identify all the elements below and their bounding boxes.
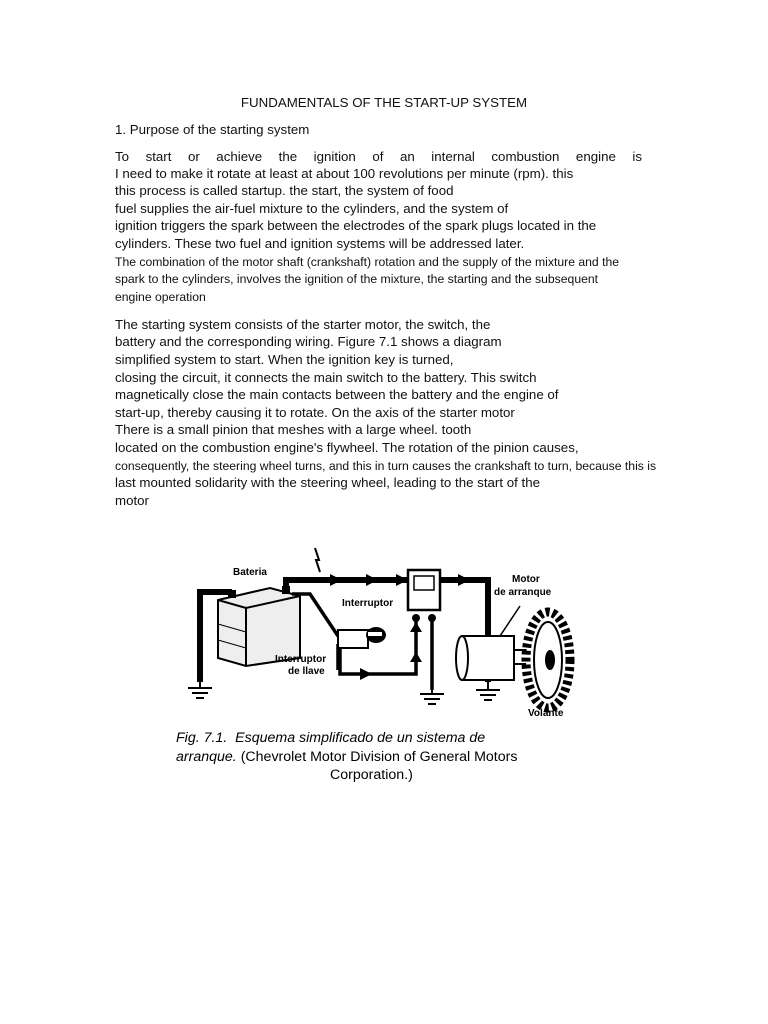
key-switch-icon xyxy=(338,627,386,648)
text-line: spark to the cylinders, involves the ignition of the mixture, the starting and the subsequent xyxy=(115,272,599,286)
text-line: To start or achieve the ignition of an internal combustion engine is xyxy=(115,149,642,164)
caption-line-2-rest: (Chevrolet Motor Division of General Motors xyxy=(240,749,518,765)
text-line: battery and the corresponding wiring. Figure 7.1 shows a diagram xyxy=(115,334,502,349)
caption-line-2-italic: arranque. xyxy=(176,749,237,765)
text-line: engine operation xyxy=(115,290,206,304)
ground-icon xyxy=(420,690,444,704)
caption-line-3: Corporation.) xyxy=(330,767,413,783)
starting-system-diagram xyxy=(170,540,590,725)
caption-line-1-text: Esquema simplificado de un sistema de xyxy=(235,730,486,746)
text-line: this process is called startup. the start, the system of food xyxy=(115,183,454,198)
flywheel-icon xyxy=(526,612,570,708)
text-line: closing the circuit, it connects the main switch to the battery. This switch xyxy=(115,370,537,385)
text-line: located on the combustion engine's flywheel. The rotation of the pinion causes, xyxy=(115,440,579,455)
ground-icon xyxy=(188,682,212,698)
section-heading: 1. Purpose of the starting system xyxy=(115,122,310,137)
page-title: FUNDAMENTALS OF THE START-UP SYSTEM xyxy=(240,95,528,110)
label-motor: Motor xyxy=(512,574,540,585)
arrow-mark-icon xyxy=(315,548,320,572)
text-line: start-up, thereby causing it to rotate. On the axis of the starter motor xyxy=(115,405,515,420)
text-line: The combination of the motor shaft (crankshaft) rotation and the supply of the mixture and the xyxy=(115,255,620,269)
text-line: motor xyxy=(115,493,149,508)
label-volante: Volante xyxy=(528,708,564,719)
text-line: I need to make it rotate at least at about 100 revolutions per minute (rpm). this xyxy=(115,166,574,181)
starter-motor-icon xyxy=(456,606,528,680)
text-line: consequently, the steering wheel turns, and this in turn causes the crankshaft to turn, because this is xyxy=(115,459,657,473)
solenoid-switch-icon xyxy=(408,570,440,622)
label-de-llave: de llave xyxy=(288,666,325,677)
text-line: cylinders. These two fuel and ignition systems will be addressed later. xyxy=(115,236,525,251)
ground-icon xyxy=(476,682,500,700)
label-de-arranque: de arranque xyxy=(494,587,552,598)
label-interruptor: Interruptor xyxy=(342,598,394,609)
text-line: magnetically close the main contacts between the battery and the engine of xyxy=(115,387,559,402)
label-interruptor-llave: Interruptor xyxy=(275,654,327,665)
text-line: last mounted solidarity with the steering wheel, leading to the start of the xyxy=(115,475,541,490)
label-bateria: Bateria xyxy=(233,567,267,578)
text-line: simplified system to start. When the ignition key is turned, xyxy=(115,352,454,367)
text-line: fuel supplies the air-fuel mixture to the cylinders, and the system of xyxy=(115,201,509,216)
text-line: ignition triggers the spark between the electrodes of the spark plugs located in the xyxy=(115,218,597,233)
text-line: The starting system consists of the starter motor, the switch, the xyxy=(115,317,491,332)
text-line: There is a small pinion that meshes with a large wheel. tooth xyxy=(115,422,472,437)
caption-line-1 xyxy=(176,730,485,746)
caption-line-2 xyxy=(176,749,517,765)
caption-fig-number: Fig. 7.1. xyxy=(176,730,228,746)
